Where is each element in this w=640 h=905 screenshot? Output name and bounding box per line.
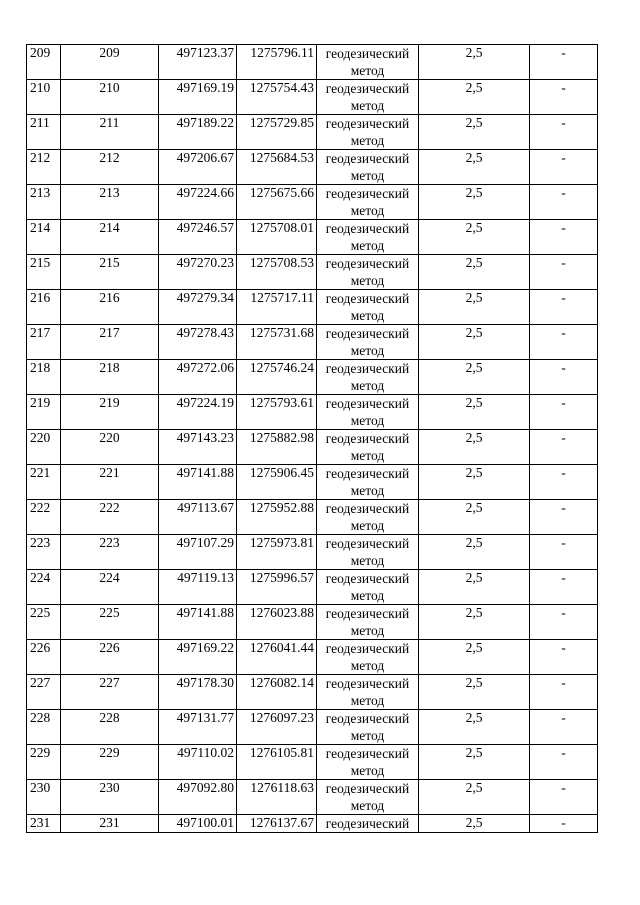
x-coordinate-cell: 497272.06 <box>159 360 237 395</box>
accuracy-cell: 2,5 <box>419 115 530 150</box>
y-coordinate-cell: 1275746.24 <box>237 360 317 395</box>
point-id-cell: 215 <box>27 255 61 290</box>
method-cell <box>317 500 419 535</box>
note-cell: - <box>530 150 598 185</box>
method-line-1: геодезический <box>325 291 410 306</box>
note-cell: - <box>530 570 598 605</box>
y-coordinate-cell: 1275952.88 <box>237 500 317 535</box>
method-line-1: геодезический <box>325 501 410 516</box>
x-coordinate-cell: 497224.66 <box>159 185 237 220</box>
table-row <box>27 535 598 570</box>
x-coordinate-cell: 497246.57 <box>159 220 237 255</box>
method-line-2: метод <box>350 168 385 183</box>
method-line-1: геодезический <box>325 221 410 236</box>
accuracy-cell: 2,5 <box>419 815 530 833</box>
method-line-1: геодезический <box>325 361 410 376</box>
point-number-cell: 229 <box>61 745 159 780</box>
method-cell <box>317 360 419 395</box>
table-row <box>27 45 598 80</box>
y-coordinate-cell: 1276041.44 <box>237 640 317 675</box>
accuracy-cell: 2,5 <box>419 80 530 115</box>
point-number-cell: 223 <box>61 535 159 570</box>
method-line-1: геодезический <box>325 676 410 691</box>
method-line-1: геодезический <box>325 116 410 131</box>
accuracy-cell: 2,5 <box>419 220 530 255</box>
x-coordinate-cell: 497113.67 <box>159 500 237 535</box>
note-cell: - <box>530 465 598 500</box>
x-coordinate-cell: 497224.19 <box>159 395 237 430</box>
method-cell <box>317 290 419 325</box>
y-coordinate-cell: 1275729.85 <box>237 115 317 150</box>
y-coordinate-cell: 1275708.53 <box>237 255 317 290</box>
method-line-2: метод <box>350 728 385 743</box>
point-number-cell: 219 <box>61 395 159 430</box>
point-number-cell: 221 <box>61 465 159 500</box>
table-row <box>27 500 598 535</box>
point-id-cell: 218 <box>27 360 61 395</box>
point-id-cell: 229 <box>27 745 61 780</box>
y-coordinate-cell: 1276118.63 <box>237 780 317 815</box>
note-cell: - <box>530 605 598 640</box>
method-cell <box>317 45 419 80</box>
method-line-2: метод <box>350 98 385 113</box>
accuracy-cell: 2,5 <box>419 675 530 710</box>
x-coordinate-cell: 497100.01 <box>159 815 237 833</box>
y-coordinate-cell: 1275793.61 <box>237 395 317 430</box>
method-cell <box>317 255 419 290</box>
point-id-cell: 228 <box>27 710 61 745</box>
point-id-cell: 222 <box>27 500 61 535</box>
table-row <box>27 290 598 325</box>
point-number-cell: 225 <box>61 605 159 640</box>
method-line-2: метод <box>350 518 385 533</box>
method-line-2: метод <box>350 273 385 288</box>
method-cell <box>317 815 419 833</box>
table-row <box>27 815 598 833</box>
note-cell: - <box>530 325 598 360</box>
accuracy-cell: 2,5 <box>419 710 530 745</box>
point-number-cell: 224 <box>61 570 159 605</box>
x-coordinate-cell: 497141.88 <box>159 465 237 500</box>
method-line-2: метод <box>350 343 385 358</box>
method-line-1: геодезический <box>325 81 410 96</box>
method-line-2: метод <box>350 238 385 253</box>
point-number-cell: 228 <box>61 710 159 745</box>
y-coordinate-cell: 1276097.23 <box>237 710 317 745</box>
method-cell <box>317 430 419 465</box>
accuracy-cell: 2,5 <box>419 570 530 605</box>
note-cell: - <box>530 185 598 220</box>
accuracy-cell: 2,5 <box>419 640 530 675</box>
y-coordinate-cell: 1275684.53 <box>237 150 317 185</box>
accuracy-cell: 2,5 <box>419 45 530 80</box>
x-coordinate-cell: 497107.29 <box>159 535 237 570</box>
method-line-1: геодезический <box>325 326 410 341</box>
y-coordinate-cell: 1275708.01 <box>237 220 317 255</box>
y-coordinate-cell: 1276082.14 <box>237 675 317 710</box>
method-line-1: геодезический <box>325 781 410 796</box>
note-cell: - <box>530 675 598 710</box>
note-cell: - <box>530 535 598 570</box>
point-number-cell: 210 <box>61 80 159 115</box>
table-row <box>27 675 598 710</box>
method-line-2: метод <box>350 588 385 603</box>
accuracy-cell: 2,5 <box>419 360 530 395</box>
method-line-2: метод <box>350 63 385 78</box>
method-line-1: геодезический <box>325 151 410 166</box>
table-row <box>27 185 598 220</box>
method-line-2: метод <box>350 483 385 498</box>
method-line-1: геодезический <box>325 606 410 621</box>
accuracy-cell: 2,5 <box>419 185 530 220</box>
point-id-cell: 227 <box>27 675 61 710</box>
method-line-1: геодезический <box>325 466 410 481</box>
point-id-cell: 213 <box>27 185 61 220</box>
x-coordinate-cell: 497092.80 <box>159 780 237 815</box>
method-line-1: геодезический <box>325 186 410 201</box>
x-coordinate-cell: 497278.43 <box>159 325 237 360</box>
method-cell <box>317 710 419 745</box>
y-coordinate-cell: 1276137.67 <box>237 815 317 833</box>
point-id-cell: 223 <box>27 535 61 570</box>
note-cell: - <box>530 290 598 325</box>
table-row <box>27 360 598 395</box>
y-coordinate-cell: 1275973.81 <box>237 535 317 570</box>
method-line-2: метод <box>350 203 385 218</box>
y-coordinate-cell: 1275996.57 <box>237 570 317 605</box>
method-line-2: метод <box>350 798 385 813</box>
method-cell <box>317 535 419 570</box>
note-cell: - <box>530 815 598 833</box>
point-number-cell: 220 <box>61 430 159 465</box>
method-line-1: геодезический <box>325 536 410 551</box>
accuracy-cell: 2,5 <box>419 255 530 290</box>
table-row <box>27 570 598 605</box>
method-cell <box>317 220 419 255</box>
accuracy-cell: 2,5 <box>419 430 530 465</box>
point-id-cell: 219 <box>27 395 61 430</box>
x-coordinate-cell: 497143.23 <box>159 430 237 465</box>
accuracy-cell: 2,5 <box>419 780 530 815</box>
point-number-cell: 222 <box>61 500 159 535</box>
accuracy-cell: 2,5 <box>419 290 530 325</box>
table-row <box>27 780 598 815</box>
coordinates-table-body <box>27 45 598 833</box>
table-row <box>27 430 598 465</box>
x-coordinate-cell: 497131.77 <box>159 710 237 745</box>
x-coordinate-cell: 497178.30 <box>159 675 237 710</box>
method-cell <box>317 80 419 115</box>
method-line-1: геодезический <box>325 46 410 61</box>
method-line-2: метод <box>350 378 385 393</box>
note-cell: - <box>530 80 598 115</box>
table-row <box>27 150 598 185</box>
table-row <box>27 325 598 360</box>
point-number-cell: 212 <box>61 150 159 185</box>
point-number-cell: 215 <box>61 255 159 290</box>
table-row <box>27 745 598 780</box>
point-number-cell: 226 <box>61 640 159 675</box>
method-line-2: метод <box>350 133 385 148</box>
x-coordinate-cell: 497141.88 <box>159 605 237 640</box>
x-coordinate-cell: 497123.37 <box>159 45 237 80</box>
x-coordinate-cell: 497206.67 <box>159 150 237 185</box>
method-line-2: метод <box>350 623 385 638</box>
method-cell <box>317 780 419 815</box>
note-cell: - <box>530 45 598 80</box>
table-row <box>27 710 598 745</box>
accuracy-cell: 2,5 <box>419 465 530 500</box>
point-id-cell: 220 <box>27 430 61 465</box>
accuracy-cell: 2,5 <box>419 150 530 185</box>
point-id-cell: 210 <box>27 80 61 115</box>
note-cell: - <box>530 360 598 395</box>
y-coordinate-cell: 1276105.81 <box>237 745 317 780</box>
point-number-cell: 216 <box>61 290 159 325</box>
point-id-cell: 209 <box>27 45 61 80</box>
x-coordinate-cell: 497189.22 <box>159 115 237 150</box>
y-coordinate-cell: 1275882.98 <box>237 430 317 465</box>
method-cell <box>317 325 419 360</box>
point-id-cell: 221 <box>27 465 61 500</box>
note-cell: - <box>530 220 598 255</box>
y-coordinate-cell: 1275906.45 <box>237 465 317 500</box>
point-number-cell: 217 <box>61 325 159 360</box>
method-line-2: метод <box>350 763 385 778</box>
coordinates-table <box>26 44 598 833</box>
point-id-cell: 230 <box>27 780 61 815</box>
method-line-2: метод <box>350 658 385 673</box>
note-cell: - <box>530 255 598 290</box>
method-line-2: метод <box>350 413 385 428</box>
point-id-cell: 214 <box>27 220 61 255</box>
method-cell <box>317 675 419 710</box>
method-cell <box>317 150 419 185</box>
method-line-2: метод <box>350 693 385 708</box>
table-row <box>27 80 598 115</box>
method-line-2: метод <box>350 448 385 463</box>
method-cell <box>317 465 419 500</box>
point-id-cell: 211 <box>27 115 61 150</box>
method-cell <box>317 115 419 150</box>
method-line-1: геодезический <box>325 816 410 831</box>
accuracy-cell: 2,5 <box>419 535 530 570</box>
method-line-1: геодезический <box>325 571 410 586</box>
accuracy-cell: 2,5 <box>419 325 530 360</box>
method-cell <box>317 395 419 430</box>
method-cell <box>317 185 419 220</box>
note-cell: - <box>530 745 598 780</box>
y-coordinate-cell: 1275717.11 <box>237 290 317 325</box>
table-row <box>27 395 598 430</box>
note-cell: - <box>530 640 598 675</box>
method-cell <box>317 640 419 675</box>
accuracy-cell: 2,5 <box>419 500 530 535</box>
table-row <box>27 640 598 675</box>
table-row <box>27 605 598 640</box>
note-cell: - <box>530 500 598 535</box>
accuracy-cell: 2,5 <box>419 605 530 640</box>
x-coordinate-cell: 497119.13 <box>159 570 237 605</box>
point-number-cell: 227 <box>61 675 159 710</box>
table-row <box>27 465 598 500</box>
accuracy-cell: 2,5 <box>419 395 530 430</box>
point-id-cell: 226 <box>27 640 61 675</box>
method-line-1: геодезический <box>325 746 410 761</box>
method-cell <box>317 605 419 640</box>
y-coordinate-cell: 1275754.43 <box>237 80 317 115</box>
point-id-cell: 224 <box>27 570 61 605</box>
note-cell: - <box>530 115 598 150</box>
method-line-1: геодезический <box>325 431 410 446</box>
point-number-cell: 230 <box>61 780 159 815</box>
point-id-cell: 217 <box>27 325 61 360</box>
point-id-cell: 216 <box>27 290 61 325</box>
method-line-1: геодезический <box>325 711 410 726</box>
x-coordinate-cell: 497110.02 <box>159 745 237 780</box>
method-line-2: метод <box>350 553 385 568</box>
point-id-cell: 231 <box>27 815 61 833</box>
table-row <box>27 255 598 290</box>
method-line-1: геодезический <box>325 641 410 656</box>
method-cell <box>317 745 419 780</box>
point-number-cell: 211 <box>61 115 159 150</box>
note-cell: - <box>530 710 598 745</box>
point-number-cell: 231 <box>61 815 159 833</box>
accuracy-cell: 2,5 <box>419 745 530 780</box>
x-coordinate-cell: 497279.34 <box>159 290 237 325</box>
method-cell <box>317 570 419 605</box>
table-row <box>27 115 598 150</box>
point-number-cell: 218 <box>61 360 159 395</box>
y-coordinate-cell: 1276023.88 <box>237 605 317 640</box>
note-cell: - <box>530 430 598 465</box>
note-cell: - <box>530 395 598 430</box>
point-number-cell: 213 <box>61 185 159 220</box>
note-cell: - <box>530 780 598 815</box>
x-coordinate-cell: 497270.23 <box>159 255 237 290</box>
y-coordinate-cell: 1275796.11 <box>237 45 317 80</box>
point-id-cell: 212 <box>27 150 61 185</box>
point-id-cell: 225 <box>27 605 61 640</box>
table-row <box>27 220 598 255</box>
method-line-2: метод <box>350 308 385 323</box>
point-number-cell: 209 <box>61 45 159 80</box>
method-line-1: геодезический <box>325 396 410 411</box>
point-number-cell: 214 <box>61 220 159 255</box>
method-line-1: геодезический <box>325 256 410 271</box>
y-coordinate-cell: 1275731.68 <box>237 325 317 360</box>
y-coordinate-cell: 1275675.66 <box>237 185 317 220</box>
x-coordinate-cell: 497169.22 <box>159 640 237 675</box>
x-coordinate-cell: 497169.19 <box>159 80 237 115</box>
